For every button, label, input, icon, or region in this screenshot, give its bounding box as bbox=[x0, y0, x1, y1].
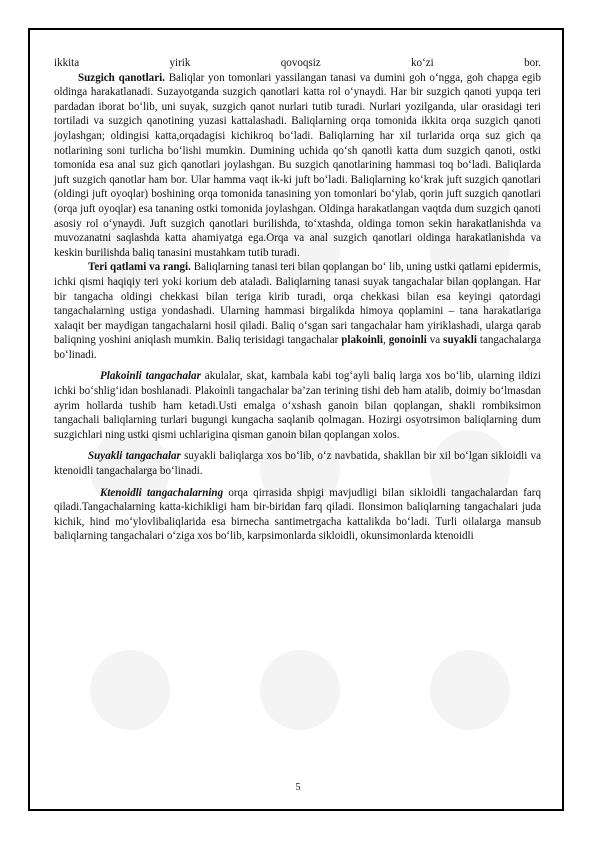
paragraph-continuation bbox=[54, 56, 541, 71]
ctenoid-heading: Ktenoidli tangachalarning bbox=[100, 486, 224, 499]
term-suyakli: suyakli bbox=[443, 334, 477, 347]
paragraph-bony bbox=[54, 449, 541, 478]
paragraph-fins bbox=[54, 71, 541, 261]
placoid-text: akulalar, skat, kambala kabi tog‘ayli baliq larga xos bo‘lib, ularning ildizi ichki bo‘shlig‘idan boshlanadi. Plakoinli tangachalar ba’zan terining tishi deb ham atalib, doimiy bo‘lmasdan ayrim hollarda tushib ham ketadi.Usti emalga o‘xshash ganoin bilan qoplangan, shakli rombiksimon tangachali baliqlarning turlari bugungi kungacha saqlanib qolmagan. Hozirgi osyotrsimon baliqlarning dum suzgichlari ning ustki qismi uchlarigina qisman ganoin bilan qoplangan xolos. bbox=[54, 370, 541, 441]
bony-text: suyakli baliqlarga xos bo‘lib, o‘z navbatida, shakllan bir xil bo‘lgan sikloidli va ktenoidli tangachalarga bo‘linadi. bbox=[54, 450, 541, 478]
skin-heading: Teri qatlami va rangi. bbox=[88, 261, 191, 274]
placoid-heading: Plakoinli tangachalar bbox=[100, 370, 201, 383]
skin-text: Baliqlarning tanasi teri bilan qoplangan bo‘ lib, uning ustki qatlami epidermis, ichki qismi haqiqiy teri yoki korium deb ataladi. Baliqlarning tanasi suyak tangachalar bilan qoplangan. Har bir tangacha oldingi chekkasi bilan teriga kirib turadi, orqa chekkasi bilan esa keyingi qatordagi tangachalarning ustiga yondashadi. Ularning hammasi birgalikda himoya qoplamini – tana harakatlariga xalaqit ber maydigan tangachalarni hosil qiladi. Baliq o‘sgan sari tangachalar ham yiriklashadi, ularga qarab baliqning yoshini aniqlash mumkin. Baliq terisidagi tangachalar bbox=[54, 261, 541, 347]
continuation-text: ikkita yirik qovoqsiz ko‘zi bor. bbox=[54, 57, 541, 69]
skin-tail: tangachalarga bo‘linadi. bbox=[54, 334, 541, 361]
ctenoid-text: orqa qirrasida shpigi mavjudligi bilan sikloidli tangachalardan farq qiladi.Tangachalarning katta-kichikligi ham bir-biridan farq qiladi. Ilonsimon baliqlarning tangachalari juda kichik, hind mo‘ylovlibaliqlarida esa birnecha santimetrgacha kattalikda bo‘ladi. Turli oilalarga mansub baliqlarning tangachalari o‘ziga xos bo‘lib, karpsimonlarda sikloidli, okunsimonlarda ktenoidli bbox=[54, 486, 541, 543]
fins-text: Baliqlar yon tomonlari yassilangan tanasi va dumini goh o‘ngga, goh chapga egib oldinga harakatlanadi. Suzayotganda suzgich qanotlari katta rol o‘ynaydi. Har bir suzgich qanoti yupqa teri pardadan iborat bo‘lib, uni suyak, suzgich qanot nurlari tutib turadi. Nurlari yozilganda, ular orasidagi teri tortiladi va suzgich qanotining yuzasi kattalashadi. Baliqlarning orqa tomonida ikkita orqa suzgich qanoti joylashgan; oldingisi katta,orqadagisi kichikroq bo‘ladi. Baliqlarning har xil turlarida orqa suz gich qa notlarining soni turlicha bo‘lishi mumkin. Dumining uchida qo‘sh qanotli katta dum suzgich qanoti, ostki tomonida esa anal suz gich qanotlari joylashgan. Bu suzgich qanotlarining hammasi toq bo‘ladi. Baliqlarda juft suzgich qanotlar ham bor. Ular hamma vaqt ik-ki juft bo‘ladi. Baliqlarning ko‘krak juft suzgich qanotlari (oldingi juft oyoqlar) boshining orqa tomonida tanasining yon tomonlari bo‘ylab, qorin juft suzgich qanotlari (orqa juft oyoqlar) esa tananing ostki tomonida joylashgan. Oldinga harakatlangan vaqtda dum suzgich qanoti asosiy rol o‘ynaydi. Juft suzgich qanotlari burilishda, to‘xtashda, oldinga tomon sekin harakatlanishda va muvozanatni saqlashda katta ahamiyatga ega.Orqa va anal suzgich qanotlari oldinga harakatlanishda va keskin burilishda baliq tanasini mustahkam tutib turadi. bbox=[54, 71, 541, 259]
paragraph-placoid bbox=[54, 369, 541, 442]
paragraph-skin bbox=[54, 260, 541, 362]
bony-heading: Suyakli tangachalar bbox=[88, 450, 181, 463]
paragraph-ctenoid bbox=[54, 486, 541, 544]
separator-2: va bbox=[426, 334, 444, 347]
term-gonoinli: gonoinli bbox=[388, 334, 427, 347]
document-body bbox=[54, 56, 541, 544]
separator-1: , bbox=[383, 334, 389, 347]
page-number: 5 bbox=[295, 782, 301, 793]
fins-heading: Suzgich qanotlari. bbox=[78, 71, 165, 84]
term-plakoinli: plakoinli bbox=[341, 334, 384, 347]
